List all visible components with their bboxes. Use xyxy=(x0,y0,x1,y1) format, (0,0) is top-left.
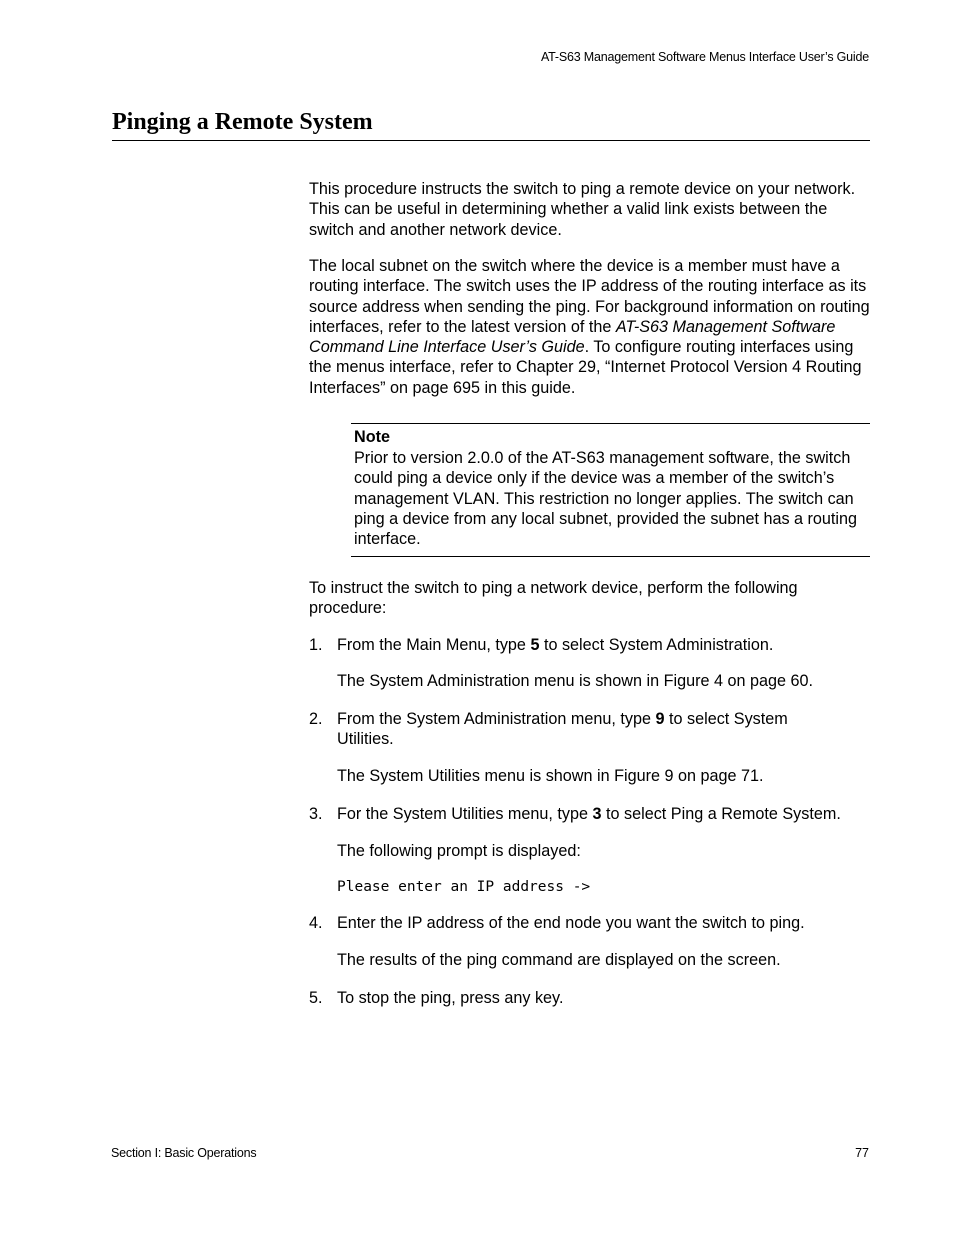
step-4-result: The results of the ping command are displayed on the screen. xyxy=(337,951,781,969)
step-text-after: to select System Administration. xyxy=(539,636,774,654)
step-text xyxy=(337,709,827,750)
step-3-result: The following prompt is displayed: xyxy=(337,842,581,860)
step-text-after: to select Ping a Remote System. xyxy=(601,805,841,823)
step-text-before: For the System Utilities menu, type xyxy=(337,805,593,823)
intro-paragraph-2 xyxy=(309,256,874,398)
step-key: 5 xyxy=(530,636,540,654)
step-text-before: From the Main Menu, type xyxy=(337,636,531,654)
note-box xyxy=(351,423,870,557)
step-text-before: From the System Administration menu, type xyxy=(337,710,656,728)
step-text xyxy=(337,635,874,655)
title-divider xyxy=(112,140,870,141)
intro-paragraph-1: This procedure instructs the switch to ping a remote device on your network. This can be useful in determining whether a valid link exists between the switch and another network device. xyxy=(309,180,856,239)
step-1-result: The System Administration menu is shown in Figure 4 on page 60. xyxy=(337,672,813,690)
step-number: 2. xyxy=(309,710,323,728)
intro-paragraph-2-start: The local subnet on the switch where the device is a member must have a routing interface. The switch uses the IP address of the routing interface as its source address when sending the ping. For background information on routing interfaces, refer to the latest version of the xyxy=(309,257,870,336)
procedure-intro: To instruct the switch to ping a network device, perform the following procedure: xyxy=(309,579,798,618)
step-text: Enter the IP address of the end node you want the switch to ping. xyxy=(337,914,805,932)
prompt-code: Please enter an IP address -> xyxy=(337,879,591,895)
footer-section-label: Section I: Basic Operations xyxy=(111,1146,257,1160)
running-header: AT-S63 Management Software Menus Interface User’s Guide xyxy=(540,50,869,64)
step-number: 5. xyxy=(309,989,323,1007)
step-number: 4. xyxy=(309,914,323,932)
step-text-after: to select System Utilities. xyxy=(337,710,788,749)
note-heading: Note xyxy=(354,428,390,446)
step-text xyxy=(337,804,874,824)
page-number: 77 xyxy=(855,1146,869,1160)
page-title: Pinging a Remote System xyxy=(112,109,373,135)
step-number: 3. xyxy=(309,805,323,823)
intro-paragraph-2-end: . To configure routing interfaces using the menus interface, refer to Chapter 29, “Internet Protocol Version 4 Routing Interfaces” on page 695 in this guide. xyxy=(309,338,862,397)
step-2-result: The System Utilities menu is shown in Figure 9 on page 71. xyxy=(337,767,764,785)
step-number: 1. xyxy=(309,636,323,654)
step-key: 9 xyxy=(655,710,665,728)
step-text: To stop the ping, press any key. xyxy=(337,989,564,1007)
step-key: 3 xyxy=(592,805,602,823)
guide-title-reference: AT-S63 Management Software Command Line Interface User’s Guide xyxy=(309,317,836,357)
note-text: Prior to version 2.0.0 of the AT-S63 management software, the switch could ping a device only if the device was a member of the switch’s management VLAN. This restriction no longer applies. The switch can ping a device from any local subnet, provided the subnet has a routing interface. xyxy=(354,449,858,549)
